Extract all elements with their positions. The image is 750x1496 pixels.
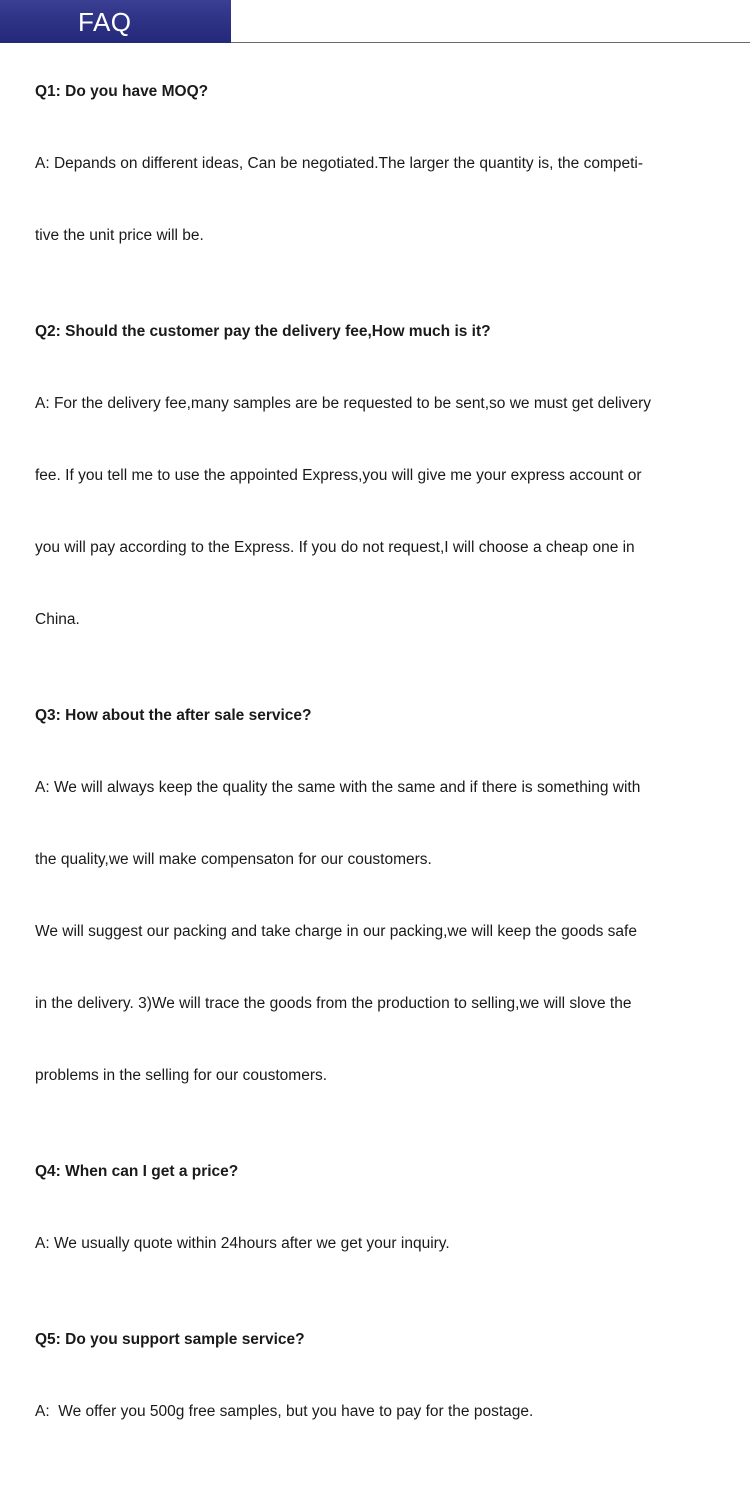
faq-item-q2 — [35, 320, 725, 680]
faq-title-tab — [0, 0, 231, 43]
faq-item-q1 — [35, 80, 725, 296]
faq-answer-line: fee. If you tell me to use the appointed Express,you will give me your express account or — [35, 467, 642, 484]
faq-answer-line: China. — [35, 611, 80, 628]
faq-question: Q1: Do you have MOQ? — [35, 83, 209, 100]
faq-answer-line: A: We offer you 500g free samples, but you have to pay for the postage. — [35, 1403, 534, 1420]
faq-answer — [35, 344, 725, 680]
faq-answer-line: tive the unit price will be. — [35, 227, 204, 244]
faq-answer — [35, 1184, 725, 1304]
faq-list — [35, 80, 725, 1496]
faq-answer-line: problems in the selling for our coustomers. — [35, 1067, 328, 1084]
faq-question: Q2: Should the customer pay the delivery fee,How much is it? — [35, 323, 491, 340]
faq-item-q5 — [35, 1328, 725, 1472]
faq-answer-line: the quality,we will make compensaton for our coustomers. — [35, 851, 432, 868]
faq-answer-line: A: We usually quote within 24hours after we get your inquiry. — [35, 1235, 450, 1252]
header-divider — [231, 42, 750, 43]
faq-answer-line: in the delivery. 3)We will trace the goods from the production to selling,we will slove the — [35, 995, 632, 1012]
faq-title: FAQ — [78, 7, 132, 37]
faq-answer-line: We will suggest our packing and take charge in our packing,we will keep the goods safe — [35, 923, 637, 940]
faq-answer-line: you will pay according to the Express. If you do not request,I will choose a cheap one in — [35, 539, 635, 556]
faq-question: Q5: Do you support sample service? — [35, 1331, 305, 1348]
faq-answer — [35, 104, 725, 296]
faq-answer-line: A: We will always keep the quality the same with the same and if there is something with — [35, 779, 641, 796]
faq-answer-line: A: Depands on different ideas, Can be negotiated.The larger the quantity is, the competi- — [35, 155, 644, 172]
faq-item-q3 — [35, 704, 725, 1136]
faq-question: Q4: When can I get a price? — [35, 1163, 239, 1180]
faq-answer — [35, 1352, 725, 1472]
faq-answer — [35, 728, 725, 1136]
faq-item-q4 — [35, 1160, 725, 1304]
faq-question: Q3: How about the after sale service? — [35, 707, 312, 724]
faq-answer-line: A: For the delivery fee,many samples are be requested to be sent,so we must get delivery — [35, 395, 652, 412]
faq-header — [0, 0, 750, 44]
